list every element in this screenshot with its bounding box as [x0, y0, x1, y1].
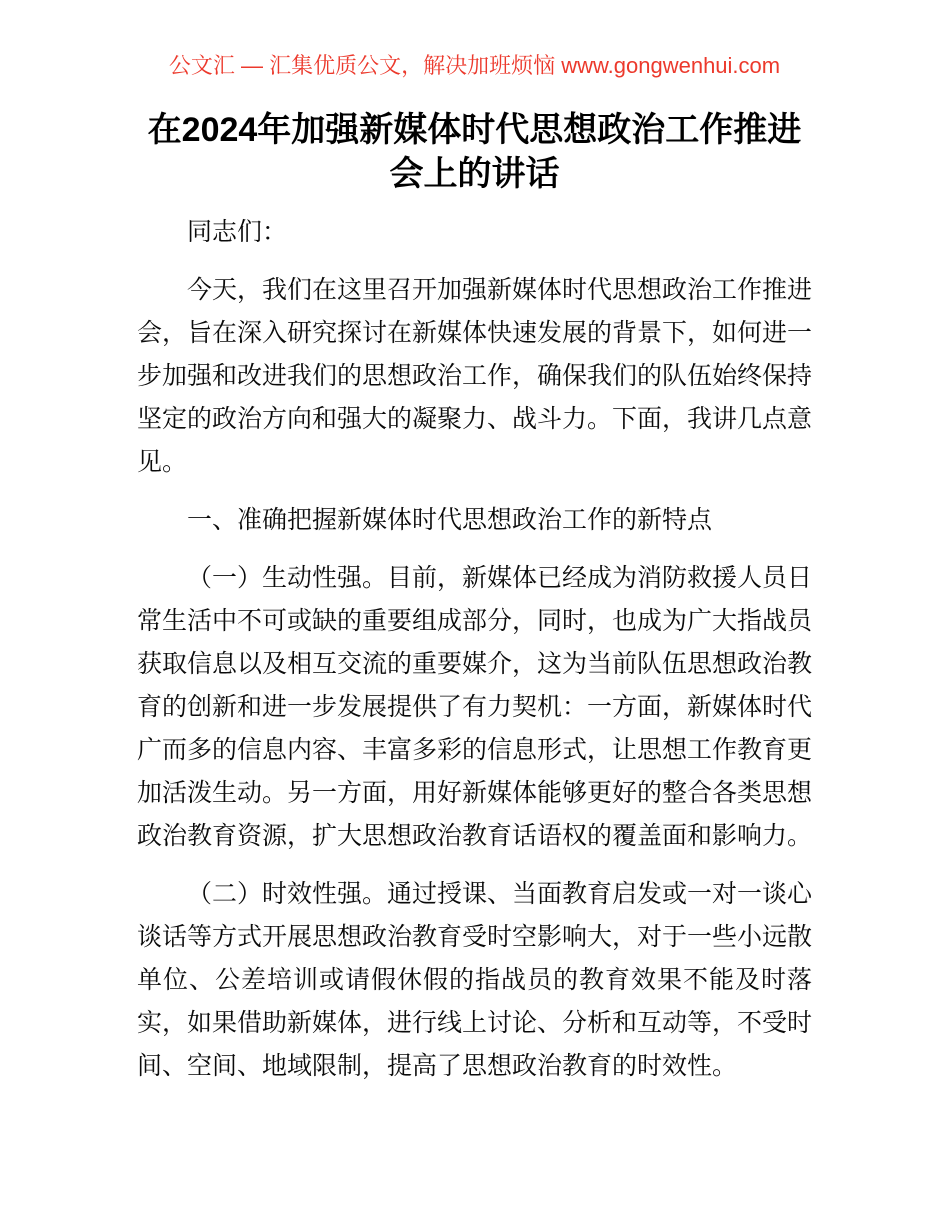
section-heading-1: 一、准确把握新媒体时代思想政治工作的新特点	[187, 506, 713, 534]
intro-paragraph: 今天，我们在这里召开加强新媒体时代思想政治工作推进会，旨在深入研究探讨在新媒体快速发展的背景下，如何进一步加强和改进我们的思想政治工作，确保我们的队伍始终保持坚定的政治方向和强大的凝聚力、战斗力。下面，我讲几点意见。	[137, 276, 813, 476]
salutation-paragraph: 同志们：	[187, 218, 288, 246]
watermark-header: 公文汇 — 汇集优质公文，解决加班烦恼 www.gongwenhui.com	[168, 53, 781, 78]
document-title: 在2024年加强新媒体时代思想政治工作推进会上的讲话	[147, 111, 802, 193]
point-1-paragraph: （一）生动性强。目前，新媒体已经成为消防救援人员日常生活中不可或缺的重要组成部分，同时，也成为广大指战员获取信息以及相互交流的重要媒介，这为当前队伍思想政治教育的创新和进一步发展提供了有力契机：一方面，新媒体时代广而多的信息内容、丰富多彩的信息形式，让思想工作教育更加活泼生动。另一方面，用好新媒体能够更好的整合各类思想政治教育资源，扩大思想政治教育话语权的覆盖面和影响力。	[137, 564, 813, 850]
point-2-paragraph: （二）时效性强。通过授课、当面教育启发或一对一谈心谈话等方式开展思想政治教育受时空影响大，对于一些小远散单位、公差培训或请假休假的指战员的教育效果不能及时落实，如果借助新媒体，进行线上讨论、分析和互动等，不受时间、空间、地域限制，提高了思想政治教育的时效性。	[137, 880, 813, 1080]
document-body	[137, 211, 812, 1088]
